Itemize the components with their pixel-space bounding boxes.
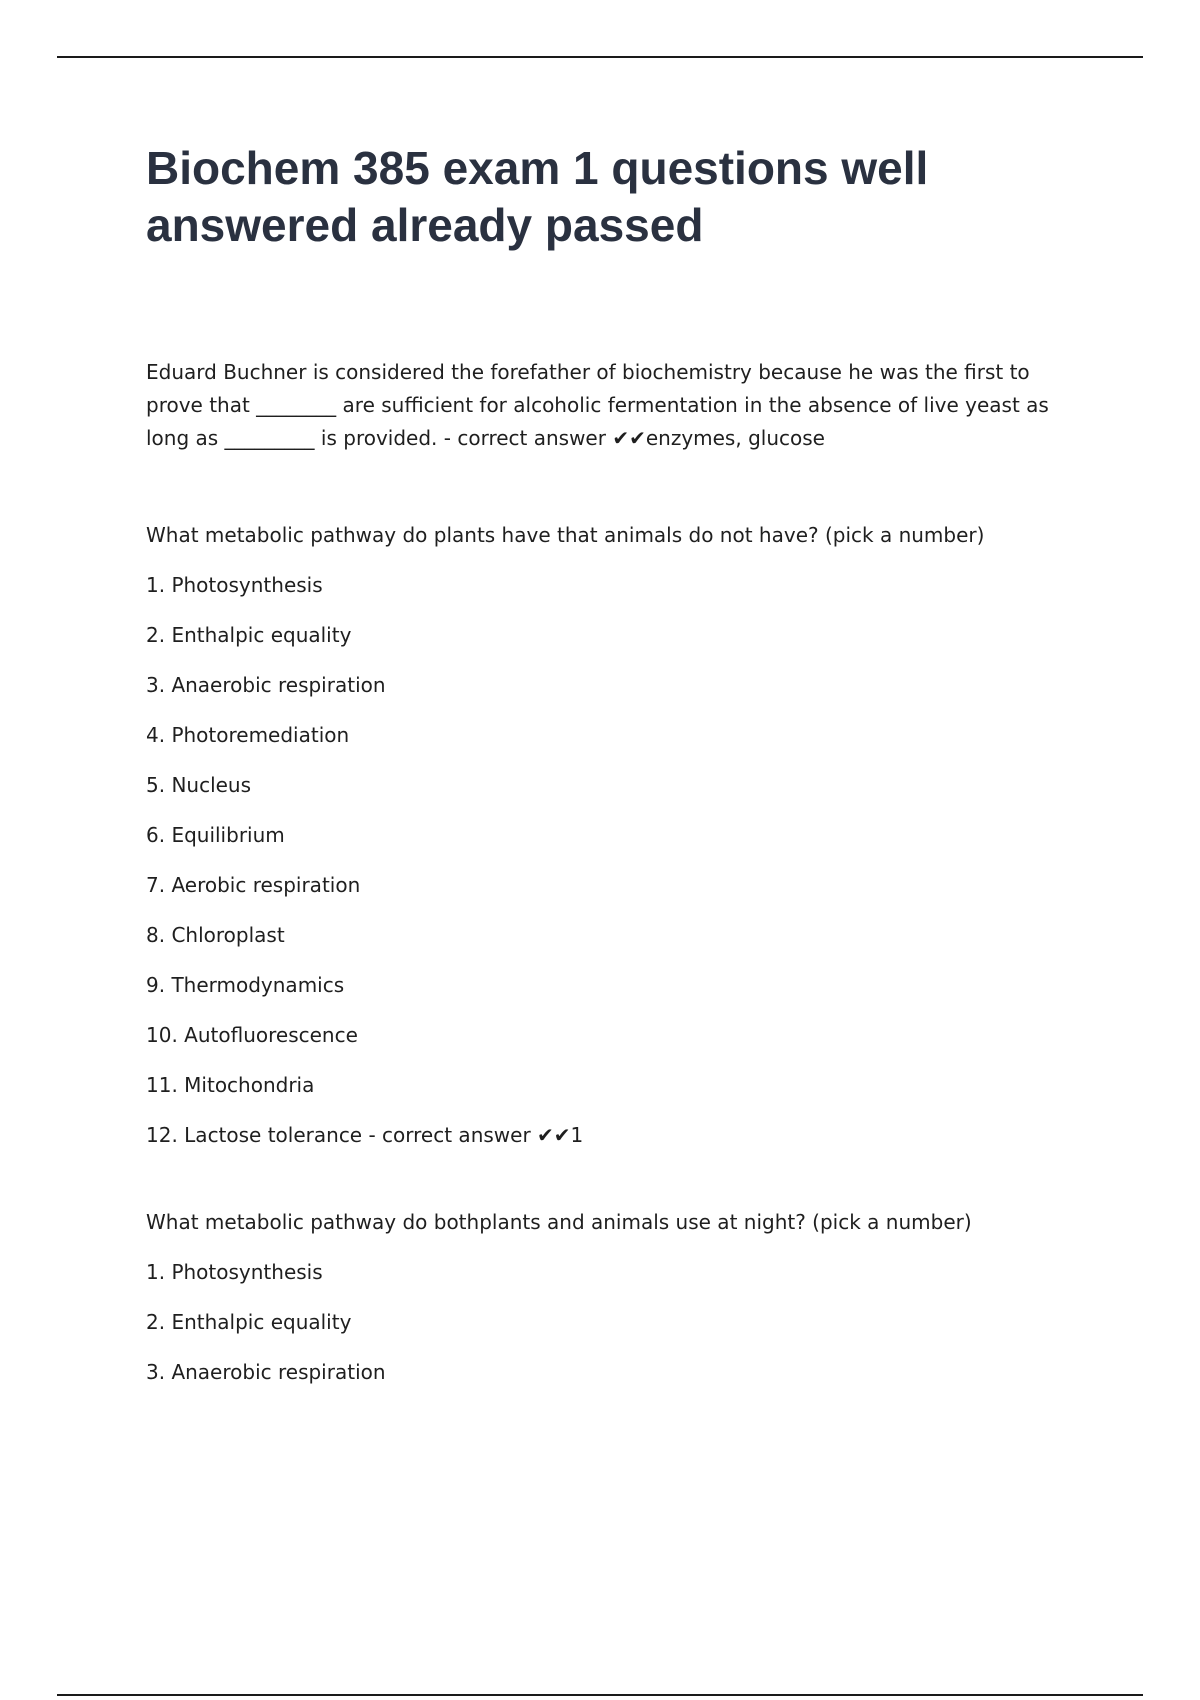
list-item: 3. Anaerobic respiration (146, 673, 386, 697)
list-item: 1. Photosynthesis (146, 1260, 323, 1284)
list-item: 3. Anaerobic respiration (146, 1360, 386, 1384)
question-2 (146, 519, 1086, 1150)
list-item: 6. Equilibrium (146, 823, 285, 847)
list-item: 10. Autofluorescence (146, 1023, 358, 1047)
list-item: 7. Aerobic respiration (146, 873, 361, 897)
page-content (146, 140, 1086, 1387)
question-3 (146, 1206, 1086, 1387)
list-item: 2. Enthalpic equality (146, 1310, 352, 1334)
option-list (146, 1239, 1086, 1387)
list-item: 1. Photosynthesis (146, 573, 323, 597)
list-item: 5. Nucleus (146, 773, 252, 797)
bottom-rule (57, 1694, 1143, 1696)
top-rule (57, 56, 1143, 58)
list-item: 4. Photoremediation (146, 723, 350, 747)
question-text: Eduard Buchner is considered the forefather of biochemistry because he was the first to prove that ________ are sufficient for alcoholic fermentation in the absence of live yeast as long as _________ is provided. - correct answer ✔✔enzymes, glucose (146, 360, 1049, 450)
question-text: What metabolic pathway do plants have that animals do not have? (pick a number) (146, 523, 985, 547)
question-text: What metabolic pathway do bothplants and animals use at night? (pick a number) (146, 1210, 972, 1234)
page-title: Biochem 385 exam 1 questions well answered already passed (146, 142, 929, 251)
option-list (146, 552, 1086, 1150)
list-item: 11. Mitochondria (146, 1073, 315, 1097)
question-1 (146, 356, 1086, 455)
list-item: 12. Lactose tolerance - correct answer ✔✔1 (146, 1123, 584, 1147)
list-item: 9. Thermodynamics (146, 973, 345, 997)
list-item: 8. Chloroplast (146, 923, 285, 947)
list-item: 2. Enthalpic equality (146, 623, 352, 647)
